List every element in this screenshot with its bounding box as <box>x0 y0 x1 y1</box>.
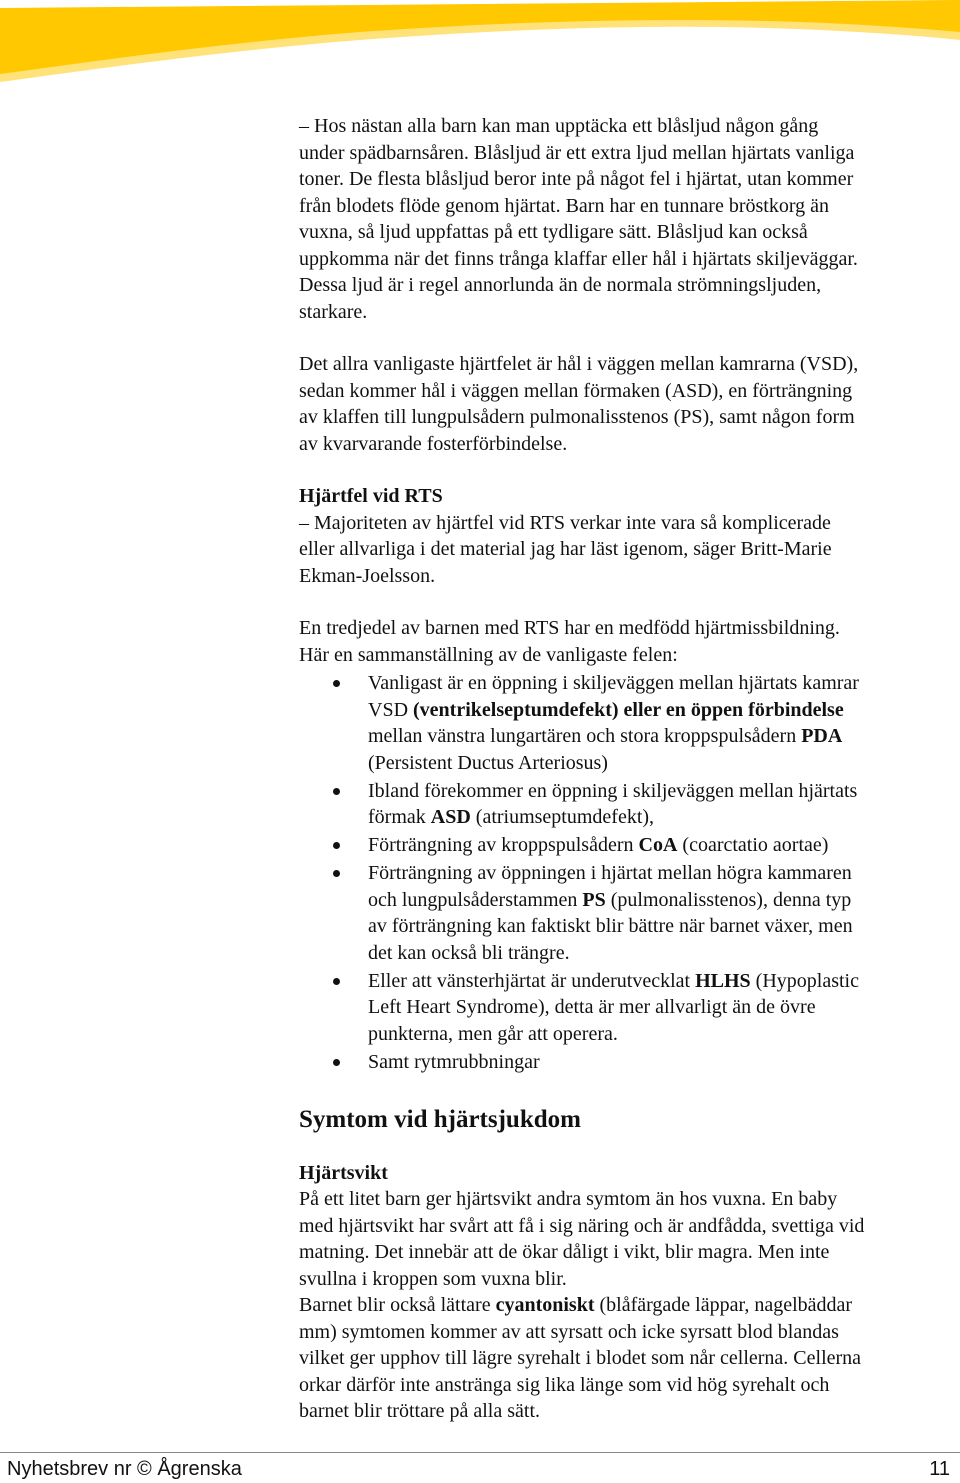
text-line: eller allvarliga i det material jag har läst igenom, säger Britt-Marie <box>299 538 832 560</box>
text-line <box>299 1292 954 1319</box>
bold-term: PDA <box>801 725 843 747</box>
list-item-line <box>368 887 954 914</box>
list-item-line: Samt rytmrubbningar <box>368 1050 540 1073</box>
text-line: starkare. <box>299 300 368 323</box>
list-item <box>299 778 954 831</box>
defect-list <box>299 670 954 1075</box>
list-item-line: det kan också bli trängre. <box>368 941 570 964</box>
page-footer <box>0 1452 960 1483</box>
text-segment: (pulmonalisstenos), denna typ <box>605 888 852 911</box>
text-line: – Hos nästan alla barn kan man upptäcka ett blåsljud någon gång <box>299 115 819 137</box>
text-line: Ekman-Joelsson. <box>299 564 436 587</box>
text-line: från blodets flöde genom hjärtat. Barn har en tunnare bröstkorg än <box>299 194 830 217</box>
text-line: toner. De flesta blåsljud beror inte på något fel i hjärtat, utan kommer <box>299 168 854 190</box>
text-line: uppkomma när det finns trånga klaffar eller hål i hjärtats skiljeväggar. <box>299 247 858 270</box>
text-segment: (Hypoplastic <box>750 969 859 992</box>
footer-divider <box>0 1452 960 1453</box>
text-line: Här en sammanställning av de vanligaste felen: <box>299 643 678 666</box>
list-item-line: Förträngning av öppningen i hjärtat mellan högra kammaren <box>368 862 852 884</box>
bold-term: CoA <box>638 834 678 856</box>
text-line: vuxna, så ljud uppfattas på ett tydligare sätt. Blåsljud kan också <box>299 221 808 243</box>
list-item-line: av förträngning kan faktiskt blir bättre när barnet växer, men <box>368 915 853 937</box>
text-segment: och lungpulsåderstammen <box>368 888 583 911</box>
text-line: En tredjedel av barnen med RTS har en medfödd hjärtmissbildning. <box>299 617 840 639</box>
text-segment: mellan vänstra lungartären och stora kroppspulsådern <box>368 725 802 747</box>
list-item <box>299 1049 954 1076</box>
list-item-line <box>368 968 954 995</box>
text-line: barnet blir tröttare på alla sätt. <box>299 1400 541 1422</box>
text-line: mm) symtomen kommer av att syrsatt och icke syrsatt blod blandas <box>299 1320 839 1343</box>
text-line: Dessa ljud är i regel annorlunda än de normala strömningsljuden, <box>299 274 822 296</box>
list-item-line: Ibland förekommer en öppning i skiljeväggen mellan hjärtats <box>368 779 858 802</box>
list-item <box>299 670 954 776</box>
list-item-line: Left Heart Syndrome), detta är mer allvarligt än de övre <box>368 996 816 1018</box>
text-line: matning. Det innebär att de ökar dåligt i vikt, blir magra. Men inte <box>299 1241 830 1263</box>
intro-paragraph <box>299 113 954 325</box>
banner-wave <box>0 0 960 74</box>
list-item-line: punkterna, men går att operera. <box>368 1022 618 1045</box>
bold-term: (ventrikelseptumdefekt) eller en öppen förbindelse <box>408 698 844 721</box>
list-item <box>299 968 954 1048</box>
list-item-line: Vanligast är en öppning i skiljeväggen mellan hjärtats kamrar <box>368 672 859 694</box>
bullet-icon <box>333 788 340 795</box>
bullet-icon <box>333 842 340 849</box>
list-item-line <box>368 697 954 724</box>
text-line: – Majoriteten av hjärtfel vid RTS verkar inte vara så komplicerade <box>299 511 831 534</box>
text-segment: Eller att vänsterhjärtat är underutvecklat <box>368 969 696 992</box>
bold-term: HLHS <box>695 969 751 992</box>
text-segment: Förträngning av kroppspulsådern <box>368 834 639 856</box>
text-segment: (atriumseptumdefekt), <box>470 806 655 828</box>
text-line: Det allra vanligaste hjärtfelet är hål i väggen mellan kamrarna (VSD), <box>299 353 859 375</box>
list-item-line <box>368 723 954 750</box>
text-segment: (coarctatio aortae) <box>677 834 829 856</box>
bullet-icon <box>333 870 340 877</box>
text-segment: förmak <box>368 806 431 828</box>
summary-intro-paragraph <box>299 615 954 668</box>
bold-term: ASD <box>430 806 471 828</box>
list-item-line <box>368 804 954 831</box>
common-defects-paragraph <box>299 351 954 457</box>
text-line: svullna i kroppen som vuxna blir. <box>299 1267 567 1290</box>
text-segment: VSD <box>368 698 409 721</box>
section-heading-symtom: Symtom vid hjärtsjukdom <box>299 1105 581 1133</box>
list-item <box>299 832 954 859</box>
bullet-icon <box>333 680 340 687</box>
text-line: av klaffen till lungpulsådern pulmonalisstenos (PS), samt någon form <box>299 406 855 428</box>
text-line: vilket ger upphov till lägre syrehalt i blodet som når cellerna. Cellerna <box>299 1347 862 1369</box>
section-heading-rts: Hjärtfel vid RTS <box>299 485 443 507</box>
text-line: av kvarvarande fosterförbindelse. <box>299 432 568 455</box>
text-line: med hjärtsvikt har svårt att få i sig näring och är andfådda, svettiga vid <box>299 1214 865 1237</box>
text-segment: (blåfärgade läppar, nagelbäddar <box>594 1294 853 1316</box>
page-number: 11 <box>929 1458 950 1480</box>
article-body <box>299 113 954 1425</box>
list-item-line <box>368 832 954 859</box>
bold-term: cyantoniskt <box>495 1294 595 1316</box>
header-banner <box>0 0 960 90</box>
hjartsvikt-paragraph <box>299 1186 954 1425</box>
list-item <box>299 860 954 966</box>
text-line: På ett litet barn ger hjärtsvikt andra symtom än hos vuxna. En baby <box>299 1188 838 1210</box>
text-line: under spädbarnsåren. Blåsljud är ett extra ljud mellan hjärtats vanliga <box>299 141 855 164</box>
bold-term: PS <box>582 888 606 911</box>
bullet-icon <box>333 978 340 985</box>
rts-quote-paragraph <box>299 510 954 590</box>
list-item-line: (Persistent Ductus Arteriosus) <box>368 751 608 774</box>
text-line: sedan kommer hål i väggen mellan förmaken (ASD), en förträngning <box>299 379 853 402</box>
footer-publication: Nyhetsbrev nr © Ågrenska <box>7 1458 242 1480</box>
text-segment: Barnet blir också lättare <box>299 1294 496 1316</box>
bullet-icon <box>333 1059 340 1066</box>
text-line: orkar därför inte anstränga sig lika länge som vid hög syrehalt och <box>299 1373 830 1396</box>
subheading-hjartsvikt: Hjärtsvikt <box>299 1161 388 1184</box>
